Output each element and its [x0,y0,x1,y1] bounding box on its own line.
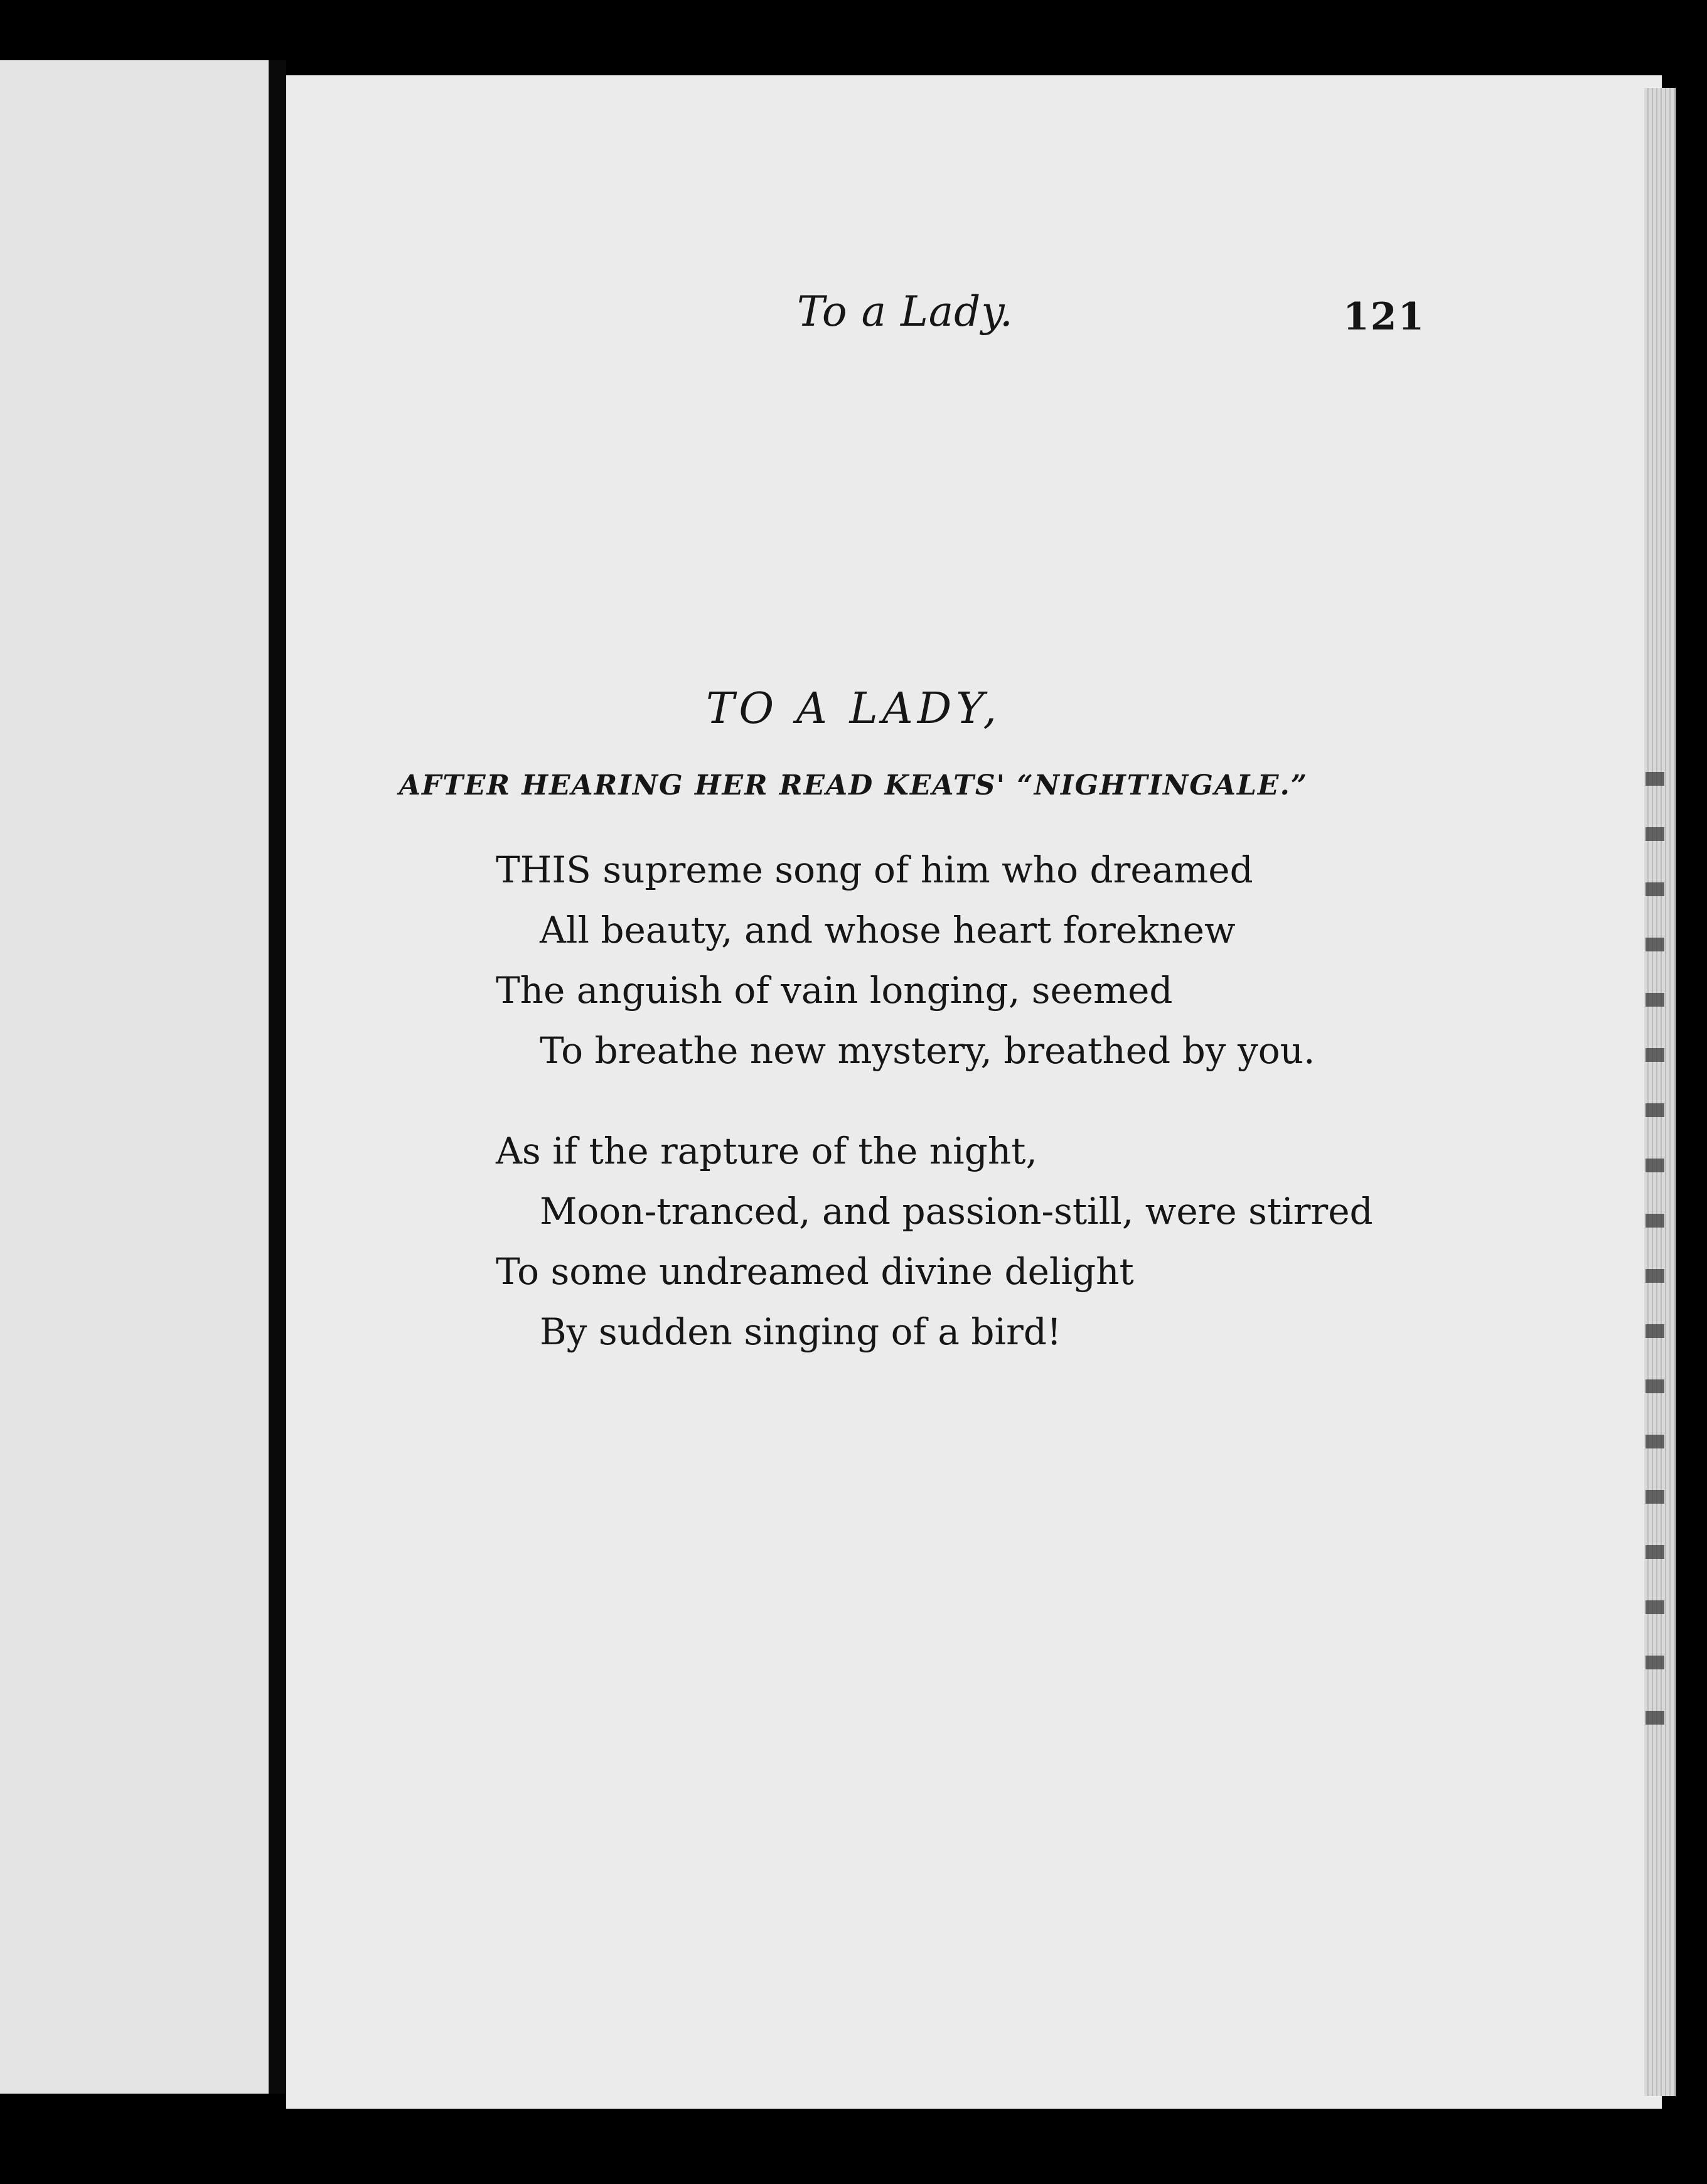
stanza-1 [496,840,1437,1081]
verse-line: Moon-tranced, and passion-still, were stirred [540,1190,1373,1233]
poem-title: TO A LADY, [706,684,1001,734]
verse-line: The anguish of vain longing, seemed [496,969,1173,1012]
page-number: 121 [1343,295,1426,339]
verse-line: By sudden singing of a bird! [540,1310,1062,1353]
stanza-2 [496,1121,1437,1362]
left-page-edge [0,60,269,2094]
verse-line: As if the rapture of the night, [496,1130,1037,1172]
verse-line: THIS supreme song of him who dreamed [496,848,1253,891]
page-edge-marks [1645,772,1664,1751]
verse-line: To some undreamed divine delight [496,1250,1134,1293]
verse-line: To breathe new mystery, breathed by you. [540,1029,1315,1072]
book-page [286,75,1662,2109]
running-head-title: To a Lady. [797,287,1014,336]
verse-line: All beauty, and whose heart foreknew [540,909,1236,951]
binding-gutter [269,60,286,2094]
poem-subtitle: AFTER HEARING HER READ KEATS' “NIGHTINGALE.” [399,769,1308,801]
